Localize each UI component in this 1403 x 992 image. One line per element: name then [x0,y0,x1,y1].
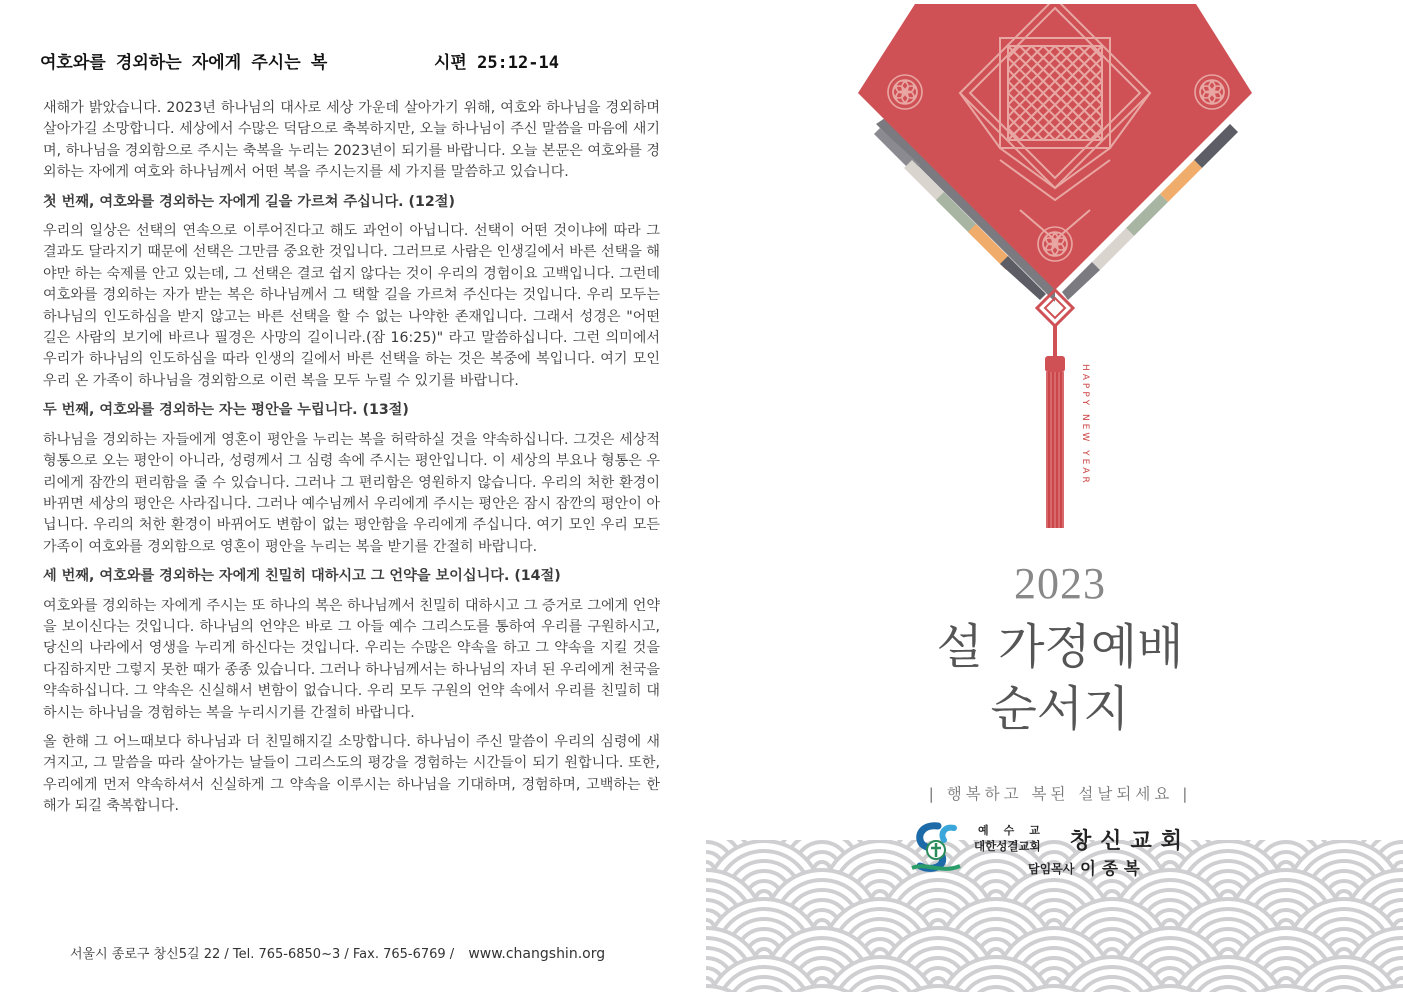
scripture-reference: 시편 25:12-14 [434,53,559,73]
happy-new-year-label: HAPPY NEW YEAR [1080,364,1090,486]
address-line: 서울시 종로구 창신5길 22 / Tel. 765-6850~3 / Fax. 765-6769 / [70,947,455,962]
point2-body: 하나님을 경외하는 자들에게 영혼이 평안을 누리는 복을 허락하실 것을 약속하십니다. 그것은 세상적 형통으로 오는 평안이 아니라, 성령께서 그 심령 속에 주시는 평안입니다. 이 세상의 부요나 형통은 우리에게 잠깐의 편리함을 줄 수 있습니다. 그러나 그 편리함은 영원하지 않습니다. 우리의 처한 환경이 바뀌면 세상의 평안은 사라집니다. 그러나 예수님께서 우리에게 주시는 평안은 잠시 잠깐의 평안이 아닙니다. 우리의 처한 환경이 바뀌어도 변함이 없는 평안함을 우리에게 주십니다. 여기 모인 우리 모든 가족이 여호와를 경외함으로 영혼이 평안을 누리는 복을 받기를 간절히 바랍니다. [43,431,660,555]
church-logo-icon [908,822,964,874]
sermon-intro: 새해가 밝았습니다. 2023년 하나님의 대사로 세상 가운데 살아가기 위해, 여호와 하나님을 경외하며 살아가길 소망합니다. 세상에서 수많은 덕담으로 축복하지만, 오늘 하나님이 주신 말씀을 마음에 새기며, 하나님을 경외함으로 주시는 축복을 누리는 2023년이 되기를 바랍니다. 오늘 본문은 여호와를 경외하는 자에게 여호와 하나님께서 어떤 복을 주시는지를 세 가지를 말씀하고 있습니다. [43,100,660,181]
church-name: 창신교회 [1070,829,1192,854]
point1-body: 우리의 일상은 선택의 연속으로 이루어진다고 해도 과언이 아닙니다. 선택이 어떤 것이냐에 따라 그 결과도 달라지기 때문에 선택은 그만큼 중요한 것입니다. 그러므로 사람은 인생길에서 바른 선택을 해야만 하는 숙제를 안고 있는데, 그 선택은 결코 쉽지 않다는 것이 우리의 경험이요 고백입니다. 그런데 여호와를 경외하는 자가 받는 복은 하나님께서 그 택할 길을 가르쳐 주신다는 것입니다. 우리 모두는 하나님의 인도하심을 받지 않고는 바른 선택을 할 수 없는 나약한 존재입니다. 그래서 성경은 "어떤 길은 사람의 보기에 바르나 필경은 사망의 길이니라.(잠 16:25)" 라고 말씀하십니다. 그런 의미에서 우리가 하나님의 인도하심을 따라 인생의 길에서 바른 선택을 하는 것은 복중에 복입니다. 여기 모인 우리 온 가족이 하나님을 경외함으로 이런 복을 모두 누릴 수 있기를 바랍니다. [43,223,660,389]
website-link[interactable]: www.changshin.org [468,946,606,962]
new-year-greeting: | 행복하고 복된 설날되세요 | [928,785,1192,803]
cover-title [900,616,1220,740]
cover-title-line1: 설 가정예배 [936,619,1184,675]
denomination-line2: 대한성결교회 [974,839,1041,853]
denomination-line1: 예수교 [978,824,1055,837]
ornament-tassel [1037,290,1073,528]
cover-title-line2: 순서지 [990,681,1130,737]
point3-body: 여호와를 경외하는 자에게 주시는 또 하나의 복은 하나님께서 친밀히 대하시고 그 증거로 그에게 언약을 보이신다는 것입니다. 하나님의 언약은 바로 그 아들 예수 그리스도를 통하여 우리를 구원하시고, 당신의 나라에서 영생을 누리게 하신다는 것입니다. 우리는 수많은 약속을 하고 그 약속을 지킬 것을 다짐하지만 그렇지 못한 때가 종종 있습니다. 그러나 하나님께서는 하나님의 자녀 된 우리에게 천국을 약속하십니다. 그 약속은 신실해서 변함이 없습니다. 우리 모두 구원의 언약 속에서 우리를 친밀히 대하시는 하나님을 경험하는 복을 누리시기를 간절히 바랍니다. [43,597,660,721]
pastor-name: 이종복 [1080,859,1146,878]
point1-heading: 첫 번째, 여호와를 경외하는 자에게 길을 가르쳐 주십니다. (12절) [43,193,455,210]
point2-heading: 두 번째, 여호와를 경외하는 자는 평안을 누립니다. (13절) [43,402,409,419]
sermon-title: 여호와를 경외하는 자에게 주시는 복 [40,53,328,73]
ornament-diamond [858,0,1252,290]
church-signature [908,820,1208,880]
sermon-closing: 올 한해 그 어느때보다 하나님과 더 친밀해지길 소망합니다. 하나님이 주신 말씀이 우리의 심령에 새겨지고, 그 말씀을 따라 살아가는 날들이 그리스도의 평강을 경험하는 시간들이 되기 원합니다. 또한, 우리에게 먼저 약속하셔서 신실하게 그 약속을 이루시는 하나님을 기대하며, 경험하며, 고백하는 한 해가 되길 축복합니다. [43,733,660,815]
pastor-label: 담임목사 [1028,862,1075,876]
cover-year: 2023 [1014,559,1106,608]
point3-heading: 세 번째, 여호와를 경외하는 자에게 친밀히 대하시고 그 언약을 보이십니다. (14절) [43,568,561,585]
